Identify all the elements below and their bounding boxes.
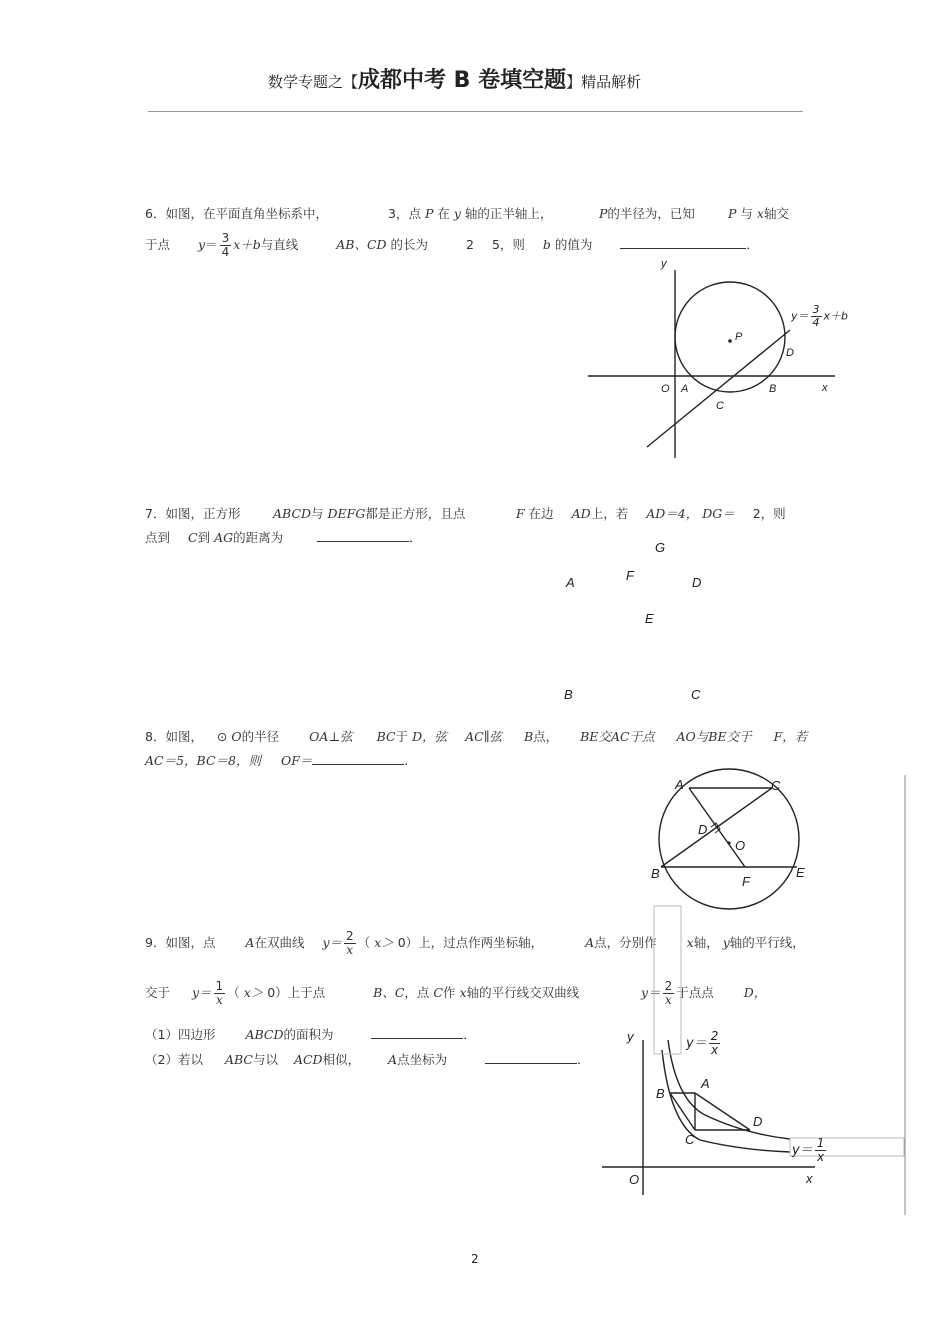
q9-label-d: D <box>753 1114 763 1129</box>
q9-var: y＝ <box>191 985 212 1000</box>
q6-text: ． <box>746 237 759 252</box>
q6-label-d: D <box>786 347 794 359</box>
q8-var: O <box>231 729 242 744</box>
q8-text: 于 <box>395 729 409 744</box>
q8-point-o <box>727 841 730 844</box>
q6-text: 6．如图，在平面直角坐标系中， <box>145 206 328 221</box>
q9-text: ． <box>577 1052 590 1067</box>
q6-text: 的半径为，已知 <box>607 206 695 221</box>
frac-den: x <box>710 1043 719 1057</box>
page-number: 2 <box>471 1252 479 1266</box>
q9-var: y＝ <box>322 935 342 950</box>
q8-var: BE交 <box>580 729 611 744</box>
q9-text: 作 <box>443 985 456 1000</box>
q9-text: 交于 <box>145 985 171 1000</box>
q8-text: ⊙ <box>216 729 228 744</box>
q7-label-f: F <box>626 568 634 583</box>
q9-var: y <box>722 935 730 950</box>
q9-var: x <box>459 985 467 1000</box>
q9-text: （ <box>357 935 371 950</box>
q7-text: 点到 <box>145 530 171 545</box>
frac-num: 2 <box>710 1029 719 1043</box>
q8-var: AC于点 <box>610 729 655 744</box>
header-prefix: 数学专题之【 <box>268 73 359 91</box>
q6-label-p: P <box>735 331 743 343</box>
q9-label-x: x <box>806 1171 813 1186</box>
q9-text: （ <box>145 1052 158 1067</box>
q6-line-label-frac <box>811 304 822 329</box>
q8-label-f: F <box>742 874 750 889</box>
q6-text: 轴交 <box>763 206 789 221</box>
q9-var: y＝ <box>641 985 661 1000</box>
q6-text: 2 <box>466 237 474 252</box>
q9-var: B、C <box>373 985 405 1000</box>
q8-text: 的半径 <box>241 729 280 744</box>
q9-label-c: C <box>685 1132 695 1147</box>
q8-var: BE交于 <box>708 729 752 744</box>
q8-var: F，若 <box>773 729 808 744</box>
q7-text: 在边 <box>528 506 554 521</box>
q9-text: 点坐标为 <box>397 1052 448 1067</box>
frac-den: 4 <box>221 245 230 259</box>
q6-var: x <box>756 206 764 221</box>
q7-var: DG＝ <box>702 506 735 521</box>
q7-text: 的距离为 <box>233 530 284 545</box>
q7-var: AD <box>571 506 591 521</box>
q6-var: AB、CD <box>336 237 387 252</box>
q6-label-x: x <box>822 382 828 394</box>
header-suffix: 】精品解析 <box>566 73 642 91</box>
frac-den: x <box>665 993 672 1007</box>
q9-var: D， <box>743 985 767 1000</box>
q9-text: 相似， <box>322 1052 361 1067</box>
q6-eq-sign: ＝ <box>205 237 218 252</box>
q6-text: 的长为 <box>390 237 429 252</box>
q9-var: ABC <box>224 1052 253 1067</box>
q6-text: 5，则 <box>491 237 525 252</box>
q7-var: ABCD <box>273 506 312 521</box>
q7-label-e: E <box>645 611 654 626</box>
q9-text: （ <box>145 1027 158 1042</box>
q8-label-a: A <box>675 777 684 792</box>
q9-seg-ad <box>695 1093 750 1130</box>
q9-curve-label-1x <box>792 1137 828 1164</box>
q8-var: D，弦 <box>412 729 448 744</box>
q7-text: ． <box>409 530 422 545</box>
q9-label-y: y <box>627 1029 634 1044</box>
q6-figure <box>588 270 835 458</box>
q7-text: 7．如图，正方形 <box>145 506 241 521</box>
q9-curve-label-frac <box>709 1030 721 1057</box>
frac-den: 4 <box>812 316 820 329</box>
q8-label-c: C <box>771 778 781 793</box>
q8-var: BC <box>376 729 396 744</box>
q6-text: 的值为 <box>554 237 593 252</box>
q7-text: 与 <box>311 506 324 521</box>
q8-var: AO与 <box>676 729 709 744</box>
q6-label-b: B <box>769 383 777 395</box>
frac-den: x <box>215 993 223 1007</box>
q8-var: OA⊥弦 <box>309 729 353 744</box>
q8-var: BC＝8，则 <box>196 753 261 768</box>
q9-text: 点，分别作 <box>594 935 657 950</box>
q9-text: 1）四边形 <box>157 1027 216 1042</box>
q9-var: x＞ <box>374 935 394 950</box>
q9-label-a: A <box>701 1076 710 1091</box>
q9-label-o: O <box>629 1172 640 1187</box>
q9-var: x <box>686 935 694 950</box>
q8-label-d: D <box>698 822 708 837</box>
q7-label-d: D <box>692 575 702 590</box>
q9-text: 轴， <box>693 935 719 950</box>
q8-label-o: O <box>735 838 746 853</box>
frac-num: 1 <box>215 979 224 993</box>
q7-text: 2，则 <box>752 506 786 521</box>
q6-label-o: O <box>661 383 670 395</box>
q8-label-b: B <box>651 866 660 881</box>
q8-text: 8．如图， <box>145 729 203 744</box>
q8-text: ． <box>404 753 417 768</box>
q7-label-g: G <box>655 540 666 555</box>
q6-label-c: C <box>716 400 724 412</box>
q6-var: P <box>424 206 434 221</box>
q7-var: C <box>187 530 198 545</box>
frac-num: 2 <box>346 929 354 943</box>
q9-var: ACD <box>293 1052 323 1067</box>
q9-text: 与以 <box>252 1052 278 1067</box>
q9-text: 0）上，过点作两坐标轴， <box>397 935 544 950</box>
q9-var: A <box>388 1052 398 1067</box>
q9-curve-label-frac <box>815 1137 827 1164</box>
q8-label-e: E <box>796 865 805 880</box>
q6-line-label-y: y＝ <box>791 309 809 323</box>
q8-var: AC∥弦 <box>465 729 502 744</box>
q9-text: ，点 <box>404 985 430 1000</box>
q8-text: 点， <box>533 729 559 744</box>
q6-line-label-rest: x＋b <box>823 309 849 323</box>
q9-text: 轴的平行线， <box>729 935 805 950</box>
frac-num: 2 <box>664 979 673 993</box>
q6-var: b <box>542 237 551 252</box>
header-title: 成都中考 B 卷填空题 <box>358 68 567 93</box>
q8-var: OF＝ <box>280 753 313 768</box>
frac-den: x <box>816 1150 825 1164</box>
q7-label-b: B <box>564 687 573 702</box>
q9-text: 在双曲线 <box>254 935 305 950</box>
q7-var: F <box>516 506 525 521</box>
q7-text: 都是正方形，且点 <box>365 506 466 521</box>
q6-text: 3，点 <box>388 206 421 221</box>
q8-var: B <box>523 729 534 744</box>
q9-curve-label-2x <box>686 1030 722 1057</box>
scan-artifacts <box>654 775 905 1215</box>
q8-var: AC＝5， <box>145 753 197 768</box>
q7-var: DEFG <box>327 506 366 521</box>
q6-text: 于点 <box>145 237 171 252</box>
q9-text: 0）上于点 <box>267 985 326 1000</box>
q9-label-b: B <box>656 1086 665 1101</box>
frac-num: 3 <box>812 303 820 316</box>
q6-line-label <box>791 304 848 329</box>
frac-num: 1 <box>816 1136 825 1150</box>
q9-var: ABCD <box>245 1027 284 1042</box>
q7-var: AD＝4， <box>646 506 699 521</box>
q6-label-a: A <box>681 383 689 395</box>
q9-text: 9．如图，点 <box>145 935 216 950</box>
q9-curve-label-y: y＝ <box>686 1036 707 1051</box>
q6-var: P <box>599 206 608 221</box>
q7-label-a: A <box>566 575 575 590</box>
q9-text: 的面积为 <box>283 1027 334 1042</box>
q6-point-p <box>728 339 732 343</box>
q7-var: AG <box>214 530 234 545</box>
q9-var: A <box>585 935 595 950</box>
q9-text: 于点点 <box>676 985 714 1000</box>
q7-text: 上，若 <box>590 506 629 521</box>
q9-var: A <box>245 935 255 950</box>
frac-den: x <box>346 943 354 957</box>
q9-text: （ <box>227 985 240 1000</box>
q9-curve-label-y: y＝ <box>792 1143 813 1158</box>
q6-text: 与 <box>740 206 753 221</box>
q6-text: 在 <box>437 206 450 221</box>
q9-text: 轴的平行线交双曲线 <box>466 985 580 1000</box>
q9-text: 2）若以 <box>157 1052 203 1067</box>
q9-var: C <box>433 985 443 1000</box>
q6-text: 轴的正半轴上， <box>464 206 553 221</box>
q6-label-y: y <box>661 258 667 270</box>
q7-label-c: C <box>691 687 701 702</box>
q6-text: 与直线 <box>260 237 299 252</box>
q6-var: y <box>453 206 461 221</box>
q9-var: x＞ <box>243 985 264 1000</box>
q6-eq-y: y <box>197 237 206 252</box>
q6-eq-rest: x＋b <box>233 237 261 252</box>
frac-num: 3 <box>221 231 230 245</box>
q9-text: ． <box>463 1027 476 1042</box>
q7-text: 到 <box>197 530 211 545</box>
q6-var: P <box>728 206 737 221</box>
